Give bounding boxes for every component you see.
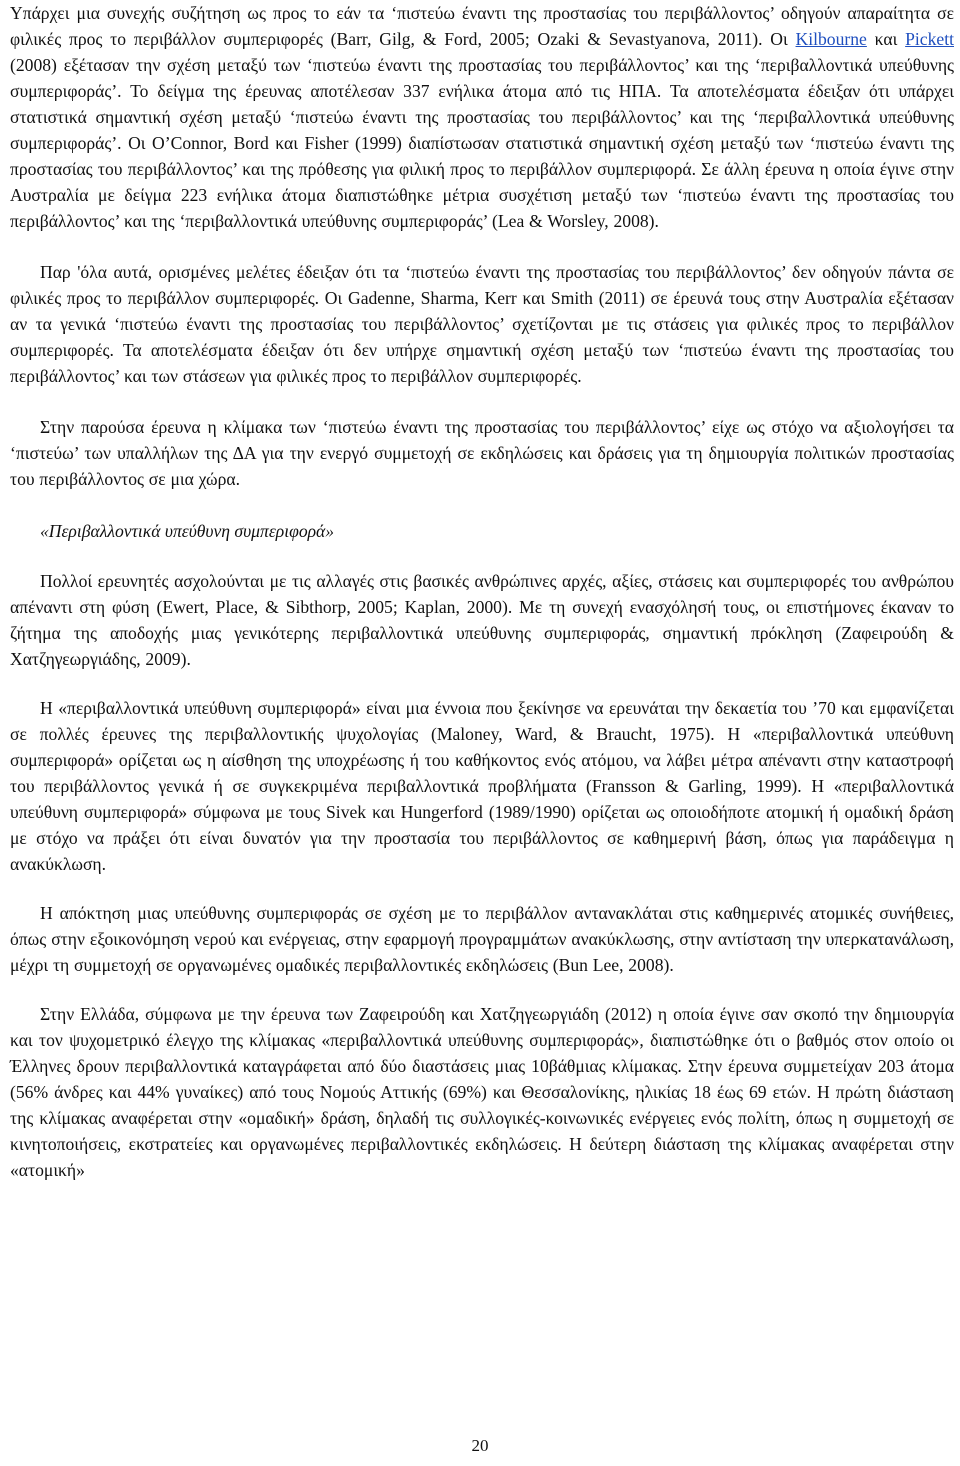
- paragraph-definition: Η «περιβαλλοντικά υπεύθυνη συμπεριφορά» είναι μια έννοια που ξεκίνησε να ερευνάται την δεκαετία του ’70 και εμφανίζεται σε πολλές έρευνες της περιβαλλοντικής ψυχολογίας (Maloney, Ward, & Braucht, 1975). Η «περιβαλλοντικά υπεύθυνη συμπεριφορά» ορίζεται ως η αίσθηση της υποχρέωσης ή του καθήκοντος ενός ατόμου, να λάβει μέτρα απέναντι στην καταστροφή του περιβάλλοντος γενικά ή σε συγκεκριμένα περιβαλλοντικά προβλήματα (Fransson & Garling, 1999). Η «περιβαλλοντικά υπεύθυνη συμπεριφορά» σύμφωνα με τους Sivek και Hungerford (1989/1990) ορίζεται ως οποιοδήποτε ατομική ή ομαδική δράση με στόχο να πράξει ότι είναι δυνατόν για την προστασία του περιβάλλοντος σε καθημερινή βάση, όπως για παράδειγμα η ανακύκλωση.: [10, 698, 954, 874]
- paragraph-text: και: [866, 29, 906, 49]
- paragraph-text: (2008) εξέτασαν την σχέση μεταξύ των ‘πιστεύω έναντι της προστασίας του περιβάλλοντος’ και της ‘περιβαλλοντικά υπεύθυνης συμπεριφοράς’. Το δείγμα της έρευνας αποτέλεσαν 337 ενήλικα άτομα από τις ΗΠΑ. Τα αποτελέσματα έδειξαν ότι υπάρχει στατιστικά σημαντική σχέση μεταξύ ‘πιστεύω έναντι της προστασίας του περιβάλλοντος’ και της ‘περιβαλλοντικά υπεύθυνης συμπεριφοράς’. Οι O’Connor, Bord και Fisher (1999) διαπίστωσαν στατιστικά σημαντική σχέση μεταξύ των ‘πιστεύω έναντι της προστασίας του περιβάλλοντος’ και της πρόθεσης για φιλική προς το περιβάλλον συμπεριφορά. Σε άλλη έρευνα η οποία έγινε στην Αυστραλία με δείγμα 223 ενήλικα άτομα διαπιστώθηκε μέτρια συσχέτιση μεταξύ των ‘πιστεύω έναντι της προστασίας του περιβάλλοντος’ και της ‘περιβαλλοντικά υπεύθυνης συμπεριφοράς’ (Lea & Worsley, 2008).: [10, 55, 954, 231]
- section-heading: «Περιβαλλοντικά υπεύθυνη συμπεριφορά»: [40, 521, 335, 541]
- paragraph-beliefs-debate: [10, 0, 954, 234]
- paragraph-text: Υπάρχει μια συνεχής συζήτηση ως προς το εάν τα ‘πιστεύω έναντι της προστασίας του περιβάλλοντος’ οδηγούν απαραίτητα σε φιλικές προς το περιβάλλον συμπεριφορές (Barr, Gilg, & Ford, 2005; Ozaki & Sevastyanova, 2011). Οι: [10, 3, 954, 49]
- link-kilbourne[interactable]: Kilbourne: [795, 29, 867, 49]
- paragraph-daily-habits: Η απόκτηση μιας υπεύθυνης συμπεριφοράς σε σχέση με το περιβάλλον αντανακλάται στις καθημερινές ατομικές συνήθειες, όπως στην εξοικονόμηση νερού και ενέργειας, στην εφαρμογή προγραμμάτων ανακύκλωσης, στην αντίσταση την υπερκατανάλωση, μέχρι τη συμμετοχή σε οργανωμένες ομαδικές περιβαλλοντικές εκδηλώσεις (Bun Lee, 2008).: [10, 903, 954, 975]
- document-page: [10, 0, 954, 1183]
- paragraph-greece-study: Στην Ελλάδα, σύμφωνα με την έρευνα των Ζαφειρούδη και Χατζηγεωργιάδη (2012) η οποία έγινε σαν σκοπό την δημιουργία και τον ψυχομετρικό έλεγχο της κλίμακας «περιβαλλοντικά υπεύθυνης συμπεριφοράς», διαπιστώθηκε ότι ο βαθμός στον οποίο οι Έλληνες δρουν περιβαλλοντικά καταγράφεται από δύο διαστάσεις μιας 10βάθμιας κλίμακας. Στην έρευνα συμμετείχαν 203 άτομα (56% άνδρες και 44% γυναίκες) από τους Νομούς Αττικής (69%) και Θεσσαλονίκης, ηλικίας 18 έως 69 ετών. Η πρώτη διάσταση της κλίμακας αναφέρεται στην «ομαδική» δράση, δηλαδή τις συλλογικές-κοινωνικές ενέργειες ενός πολίτη, όπως η συμμετοχή σε κινητοποιήσεις, εκστρατείες και οργανωμένες περιβαλλοντικές εκδηλώσεις. Η δεύτερη διάσταση της κλίμακας αναφέρεται στην «ατομική»: [10, 1004, 954, 1180]
- paragraph-researchers-values: Πολλοί ερευνητές ασχολούνται με τις αλλαγές στις βασικές ανθρώπινες αρχές, αξίες, στάσεις και συμπεριφορές του ανθρώπου απέναντι στη φύση (Ewert, Place, & Sibthorp, 2005; Kaplan, 2000). Με τη συνεχή ενασχόλησή τους, οι επιστήμονες έκαναν το ζήτημα της αποδοχής μιας γενικότερης περιβαλλοντικά υπεύθυνης συμπεριφοράς, σημαντική πρόκληση (Ζαφειρούδη & Χατζηγεωργιάδης, 2009).: [10, 571, 954, 669]
- paragraph-present-study-scale: Στην παρούσα έρευνα η κλίμακα των ‘πιστεύω έναντι της προστασίας του περιβάλλοντος’ είχε ως στόχο να αξιολογήσει τα ‘πιστεύω’ των υπαλλήλων της ΔΑ για την ενεργό συμμετοχή σε εκδηλώσεις και δράσεις για τη δημιουργία πολιτικών προστασίας του περιβάλλοντος σε μια χώρα.: [10, 417, 954, 489]
- link-pickett[interactable]: Pickett: [905, 29, 954, 49]
- page-number: 20: [471, 1436, 489, 1455]
- paragraph-contrary-studies: Παρ 'όλα αυτά, ορισμένες μελέτες έδειξαν ότι τα ‘πιστεύω έναντι της προστασίας του περιβάλλοντος’ δεν οδηγούν πάντα σε φιλικές προς το περιβάλλον συμπεριφορές. Οι Gadenne, Sharma, Kerr και Smith (2011) σε έρευνά τους στην Αυστραλία εξέτασαν αν τα γενικά ‘πιστεύω έναντι της προστασίας του περιβάλλοντος’ σχετίζονται με τις στάσεις για φιλικές προς το περιβάλλον συμπεριφορές. Τα αποτελέσματα έδειξαν ότι δεν υπήρχε σημαντική σχέση μεταξύ των ‘πιστεύω έναντι της προστασίας του περιβάλλοντος’ και των στάσεων για φιλικές προς το περιβάλλον συμπεριφορές.: [10, 262, 954, 386]
